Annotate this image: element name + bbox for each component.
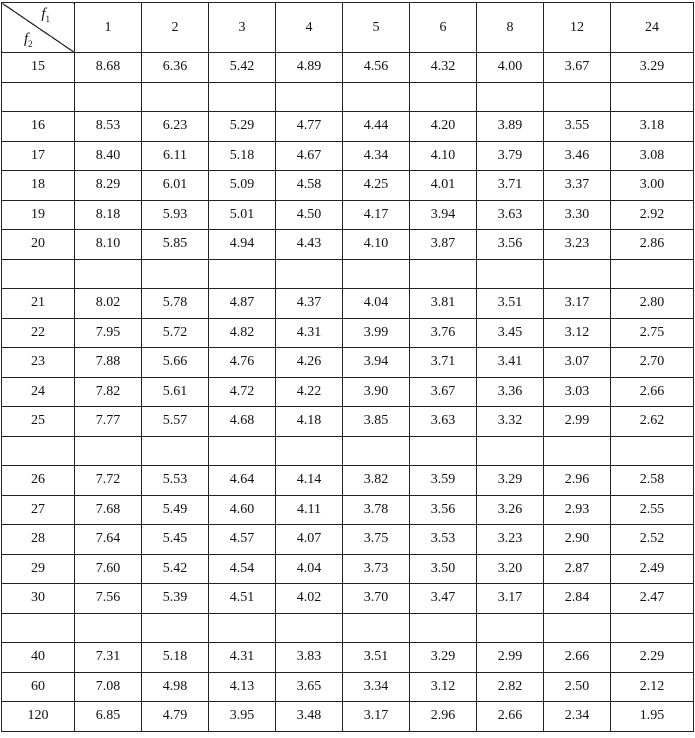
value-cell: 2.29 xyxy=(611,643,694,673)
column-header: 2 xyxy=(142,3,209,53)
value-cell: 4.18 xyxy=(276,407,343,437)
value-cell: 3.59 xyxy=(410,466,477,496)
row-header-f2: 26 xyxy=(2,466,75,496)
value-cell: 5.39 xyxy=(142,584,209,614)
value-cell: 7.95 xyxy=(75,318,142,348)
value-cell: 5.93 xyxy=(142,200,209,230)
value-cell: 3.95 xyxy=(209,702,276,732)
value-cell: 4.72 xyxy=(209,377,276,407)
column-header: 24 xyxy=(611,3,694,53)
column-header: 1 xyxy=(75,3,142,53)
value-cell xyxy=(611,259,694,289)
f2-subscript: 2 xyxy=(28,39,33,49)
value-cell xyxy=(343,436,410,466)
value-cell: 3.56 xyxy=(477,230,544,260)
row-header-f2: 15 xyxy=(2,53,75,83)
value-cell: 4.50 xyxy=(276,200,343,230)
value-cell xyxy=(343,259,410,289)
value-cell: 3.82 xyxy=(343,466,410,496)
value-cell xyxy=(142,436,209,466)
table-row xyxy=(2,289,694,319)
value-cell: 4.01 xyxy=(410,171,477,201)
value-cell: 5.61 xyxy=(142,377,209,407)
value-cell xyxy=(209,82,276,112)
value-cell: 3.99 xyxy=(343,318,410,348)
value-cell: 7.56 xyxy=(75,584,142,614)
table-header xyxy=(2,3,694,53)
value-cell: 3.81 xyxy=(410,289,477,319)
value-cell: 3.75 xyxy=(343,525,410,555)
value-cell: 4.79 xyxy=(142,702,209,732)
value-cell: 4.43 xyxy=(276,230,343,260)
value-cell: 4.68 xyxy=(209,407,276,437)
value-cell: 2.96 xyxy=(544,466,611,496)
value-cell: 8.68 xyxy=(75,53,142,83)
value-cell: 3.32 xyxy=(477,407,544,437)
table-row xyxy=(2,230,694,260)
column-header: 5 xyxy=(343,3,410,53)
column-header: 4 xyxy=(276,3,343,53)
value-cell: 3.87 xyxy=(410,230,477,260)
row-header-f2: 28 xyxy=(2,525,75,555)
value-cell: 4.04 xyxy=(343,289,410,319)
row-header-f2 xyxy=(2,436,75,466)
value-cell: 3.29 xyxy=(410,643,477,673)
row-header-f2: 60 xyxy=(2,672,75,702)
value-cell: 6.11 xyxy=(142,141,209,171)
value-cell: 5.53 xyxy=(142,466,209,496)
value-cell: 7.31 xyxy=(75,643,142,673)
value-cell: 5.49 xyxy=(142,495,209,525)
value-cell: 3.70 xyxy=(343,584,410,614)
value-cell: 4.51 xyxy=(209,584,276,614)
value-cell: 3.17 xyxy=(343,702,410,732)
value-cell: 4.82 xyxy=(209,318,276,348)
table-row xyxy=(2,554,694,584)
value-cell: 5.85 xyxy=(142,230,209,260)
value-cell: 3.83 xyxy=(276,643,343,673)
value-cell: 7.72 xyxy=(75,466,142,496)
value-cell xyxy=(75,82,142,112)
value-cell: 2.62 xyxy=(611,407,694,437)
value-cell: 3.53 xyxy=(410,525,477,555)
row-header-f2: 24 xyxy=(2,377,75,407)
table-row xyxy=(2,318,694,348)
value-cell xyxy=(477,613,544,643)
value-cell: 3.94 xyxy=(343,348,410,378)
spacer-row xyxy=(2,613,694,643)
row-header-f2: 22 xyxy=(2,318,75,348)
value-cell xyxy=(410,82,477,112)
value-cell xyxy=(276,613,343,643)
value-cell: 2.75 xyxy=(611,318,694,348)
value-cell: 3.79 xyxy=(477,141,544,171)
value-cell: 4.89 xyxy=(276,53,343,83)
value-cell: 5.29 xyxy=(209,112,276,142)
value-cell xyxy=(544,613,611,643)
value-cell: 5.09 xyxy=(209,171,276,201)
column-header: 8 xyxy=(477,3,544,53)
value-cell xyxy=(611,82,694,112)
value-cell: 3.65 xyxy=(276,672,343,702)
value-cell: 4.77 xyxy=(276,112,343,142)
value-cell: 4.58 xyxy=(276,171,343,201)
value-cell: 3.12 xyxy=(410,672,477,702)
value-cell: 2.52 xyxy=(611,525,694,555)
value-cell: 3.94 xyxy=(410,200,477,230)
value-cell xyxy=(142,259,209,289)
value-cell: 4.26 xyxy=(276,348,343,378)
value-cell xyxy=(75,259,142,289)
value-cell: 7.88 xyxy=(75,348,142,378)
value-cell: 2.49 xyxy=(611,554,694,584)
value-cell: 4.44 xyxy=(343,112,410,142)
value-cell xyxy=(276,436,343,466)
value-cell: 3.00 xyxy=(611,171,694,201)
value-cell: 2.87 xyxy=(544,554,611,584)
value-cell xyxy=(343,613,410,643)
value-cell: 4.14 xyxy=(276,466,343,496)
value-cell: 2.92 xyxy=(611,200,694,230)
value-cell: 3.76 xyxy=(410,318,477,348)
value-cell xyxy=(142,613,209,643)
value-cell: 3.29 xyxy=(477,466,544,496)
value-cell: 4.34 xyxy=(343,141,410,171)
value-cell: 8.40 xyxy=(75,141,142,171)
value-cell: 4.60 xyxy=(209,495,276,525)
value-cell: 2.99 xyxy=(477,643,544,673)
value-cell: 5.72 xyxy=(142,318,209,348)
value-cell: 4.56 xyxy=(343,53,410,83)
value-cell: 6.01 xyxy=(142,171,209,201)
table-row xyxy=(2,702,694,732)
f2-label xyxy=(24,31,33,49)
table-row xyxy=(2,200,694,230)
value-cell xyxy=(477,82,544,112)
value-cell: 3.56 xyxy=(410,495,477,525)
value-cell xyxy=(343,82,410,112)
value-cell: 2.66 xyxy=(544,643,611,673)
table-row xyxy=(2,348,694,378)
table-row xyxy=(2,171,694,201)
table-row xyxy=(2,584,694,614)
value-cell: 2.55 xyxy=(611,495,694,525)
value-cell xyxy=(209,259,276,289)
value-cell: 3.37 xyxy=(544,171,611,201)
value-cell: 3.73 xyxy=(343,554,410,584)
value-cell: 5.78 xyxy=(142,289,209,319)
row-header-f2: 17 xyxy=(2,141,75,171)
row-header-f2: 21 xyxy=(2,289,75,319)
value-cell: 3.46 xyxy=(544,141,611,171)
column-header: 3 xyxy=(209,3,276,53)
spacer-row xyxy=(2,436,694,466)
table-row xyxy=(2,53,694,83)
row-header-f2: 29 xyxy=(2,554,75,584)
value-cell xyxy=(477,259,544,289)
value-cell xyxy=(209,613,276,643)
value-cell: 4.64 xyxy=(209,466,276,496)
value-cell: 3.45 xyxy=(477,318,544,348)
value-cell: 8.29 xyxy=(75,171,142,201)
value-cell: 4.00 xyxy=(477,53,544,83)
value-cell: 3.85 xyxy=(343,407,410,437)
value-cell: 3.34 xyxy=(343,672,410,702)
value-cell: 8.02 xyxy=(75,289,142,319)
table-row xyxy=(2,466,694,496)
value-cell: 3.30 xyxy=(544,200,611,230)
value-cell: 3.23 xyxy=(477,525,544,555)
value-cell: 8.10 xyxy=(75,230,142,260)
f-distribution-table xyxy=(1,2,694,732)
f2-letter: f xyxy=(24,31,29,47)
value-cell: 2.70 xyxy=(611,348,694,378)
value-cell xyxy=(276,259,343,289)
value-cell: 4.17 xyxy=(343,200,410,230)
value-cell: 3.36 xyxy=(477,377,544,407)
value-cell xyxy=(209,436,276,466)
value-cell: 4.04 xyxy=(276,554,343,584)
value-cell: 2.84 xyxy=(544,584,611,614)
value-cell: 6.23 xyxy=(142,112,209,142)
row-header-f2: 27 xyxy=(2,495,75,525)
value-cell: 2.82 xyxy=(477,672,544,702)
value-cell: 4.25 xyxy=(343,171,410,201)
f1-subscript: 1 xyxy=(45,14,50,24)
value-cell: 4.94 xyxy=(209,230,276,260)
value-cell: 3.29 xyxy=(611,53,694,83)
value-cell: 7.08 xyxy=(75,672,142,702)
row-header-f2: 30 xyxy=(2,584,75,614)
value-cell: 5.01 xyxy=(209,200,276,230)
value-cell: 1.95 xyxy=(611,702,694,732)
value-cell: 4.54 xyxy=(209,554,276,584)
f1-label xyxy=(41,6,50,24)
value-cell: 3.71 xyxy=(410,348,477,378)
value-cell: 3.90 xyxy=(343,377,410,407)
row-header-f2: 16 xyxy=(2,112,75,142)
value-cell: 3.07 xyxy=(544,348,611,378)
value-cell xyxy=(544,436,611,466)
value-cell xyxy=(410,259,477,289)
column-header: 12 xyxy=(544,3,611,53)
corner-cell xyxy=(2,3,75,53)
table-row xyxy=(2,495,694,525)
value-cell: 3.26 xyxy=(477,495,544,525)
table-row xyxy=(2,377,694,407)
value-cell: 3.08 xyxy=(611,141,694,171)
row-header-f2: 40 xyxy=(2,643,75,673)
value-cell: 2.58 xyxy=(611,466,694,496)
value-cell: 2.34 xyxy=(544,702,611,732)
value-cell: 3.55 xyxy=(544,112,611,142)
header-row xyxy=(2,3,694,53)
value-cell: 4.57 xyxy=(209,525,276,555)
value-cell: 4.87 xyxy=(209,289,276,319)
value-cell: 5.57 xyxy=(142,407,209,437)
value-cell: 2.96 xyxy=(410,702,477,732)
value-cell xyxy=(611,436,694,466)
table-row xyxy=(2,643,694,673)
value-cell: 4.10 xyxy=(410,141,477,171)
value-cell: 5.45 xyxy=(142,525,209,555)
value-cell: 4.37 xyxy=(276,289,343,319)
value-cell: 3.12 xyxy=(544,318,611,348)
value-cell: 6.36 xyxy=(142,53,209,83)
value-cell: 7.77 xyxy=(75,407,142,437)
value-cell xyxy=(410,436,477,466)
value-cell: 4.07 xyxy=(276,525,343,555)
value-cell: 8.18 xyxy=(75,200,142,230)
value-cell: 4.31 xyxy=(209,643,276,673)
value-cell xyxy=(75,436,142,466)
value-cell: 5.42 xyxy=(209,53,276,83)
value-cell: 5.42 xyxy=(142,554,209,584)
value-cell: 3.67 xyxy=(544,53,611,83)
value-cell: 2.66 xyxy=(477,702,544,732)
value-cell: 3.63 xyxy=(410,407,477,437)
value-cell xyxy=(611,613,694,643)
value-cell: 3.17 xyxy=(477,584,544,614)
value-cell xyxy=(544,82,611,112)
value-cell: 7.64 xyxy=(75,525,142,555)
row-header-f2: 18 xyxy=(2,171,75,201)
value-cell xyxy=(544,259,611,289)
value-cell: 3.18 xyxy=(611,112,694,142)
value-cell: 3.23 xyxy=(544,230,611,260)
value-cell: 7.60 xyxy=(75,554,142,584)
value-cell: 4.11 xyxy=(276,495,343,525)
value-cell: 3.48 xyxy=(276,702,343,732)
value-cell: 2.47 xyxy=(611,584,694,614)
spacer-row xyxy=(2,82,694,112)
value-cell: 4.02 xyxy=(276,584,343,614)
value-cell: 3.17 xyxy=(544,289,611,319)
value-cell: 7.68 xyxy=(75,495,142,525)
value-cell: 5.18 xyxy=(209,141,276,171)
value-cell: 3.78 xyxy=(343,495,410,525)
value-cell: 3.51 xyxy=(343,643,410,673)
row-header-f2: 120 xyxy=(2,702,75,732)
value-cell xyxy=(276,82,343,112)
value-cell: 3.03 xyxy=(544,377,611,407)
value-cell xyxy=(477,436,544,466)
value-cell: 6.85 xyxy=(75,702,142,732)
column-header: 6 xyxy=(410,3,477,53)
value-cell: 2.12 xyxy=(611,672,694,702)
value-cell: 3.71 xyxy=(477,171,544,201)
value-cell: 3.47 xyxy=(410,584,477,614)
table-row xyxy=(2,672,694,702)
table-row xyxy=(2,141,694,171)
value-cell: 4.76 xyxy=(209,348,276,378)
value-cell: 2.93 xyxy=(544,495,611,525)
row-header-f2: 20 xyxy=(2,230,75,260)
value-cell: 7.82 xyxy=(75,377,142,407)
value-cell xyxy=(410,613,477,643)
value-cell xyxy=(75,613,142,643)
value-cell: 4.22 xyxy=(276,377,343,407)
table-row xyxy=(2,112,694,142)
value-cell: 4.31 xyxy=(276,318,343,348)
value-cell xyxy=(142,82,209,112)
value-cell: 3.51 xyxy=(477,289,544,319)
value-cell: 2.66 xyxy=(611,377,694,407)
value-cell: 2.86 xyxy=(611,230,694,260)
value-cell: 3.63 xyxy=(477,200,544,230)
row-header-f2: 25 xyxy=(2,407,75,437)
value-cell: 5.66 xyxy=(142,348,209,378)
value-cell: 2.50 xyxy=(544,672,611,702)
value-cell: 5.18 xyxy=(142,643,209,673)
spacer-row xyxy=(2,259,694,289)
value-cell: 3.20 xyxy=(477,554,544,584)
value-cell: 3.50 xyxy=(410,554,477,584)
value-cell: 8.53 xyxy=(75,112,142,142)
row-header-f2 xyxy=(2,82,75,112)
value-cell: 4.32 xyxy=(410,53,477,83)
table-row xyxy=(2,407,694,437)
value-cell: 3.41 xyxy=(477,348,544,378)
value-cell: 4.13 xyxy=(209,672,276,702)
value-cell: 4.98 xyxy=(142,672,209,702)
value-cell: 2.80 xyxy=(611,289,694,319)
value-cell: 4.67 xyxy=(276,141,343,171)
row-header-f2: 23 xyxy=(2,348,75,378)
value-cell: 2.90 xyxy=(544,525,611,555)
value-cell: 2.99 xyxy=(544,407,611,437)
table-body xyxy=(2,53,694,732)
row-header-f2: 19 xyxy=(2,200,75,230)
value-cell: 4.20 xyxy=(410,112,477,142)
row-header-f2 xyxy=(2,259,75,289)
value-cell: 4.10 xyxy=(343,230,410,260)
f1-letter: f xyxy=(41,6,46,22)
table-row xyxy=(2,525,694,555)
value-cell: 3.89 xyxy=(477,112,544,142)
value-cell: 3.67 xyxy=(410,377,477,407)
row-header-f2 xyxy=(2,613,75,643)
